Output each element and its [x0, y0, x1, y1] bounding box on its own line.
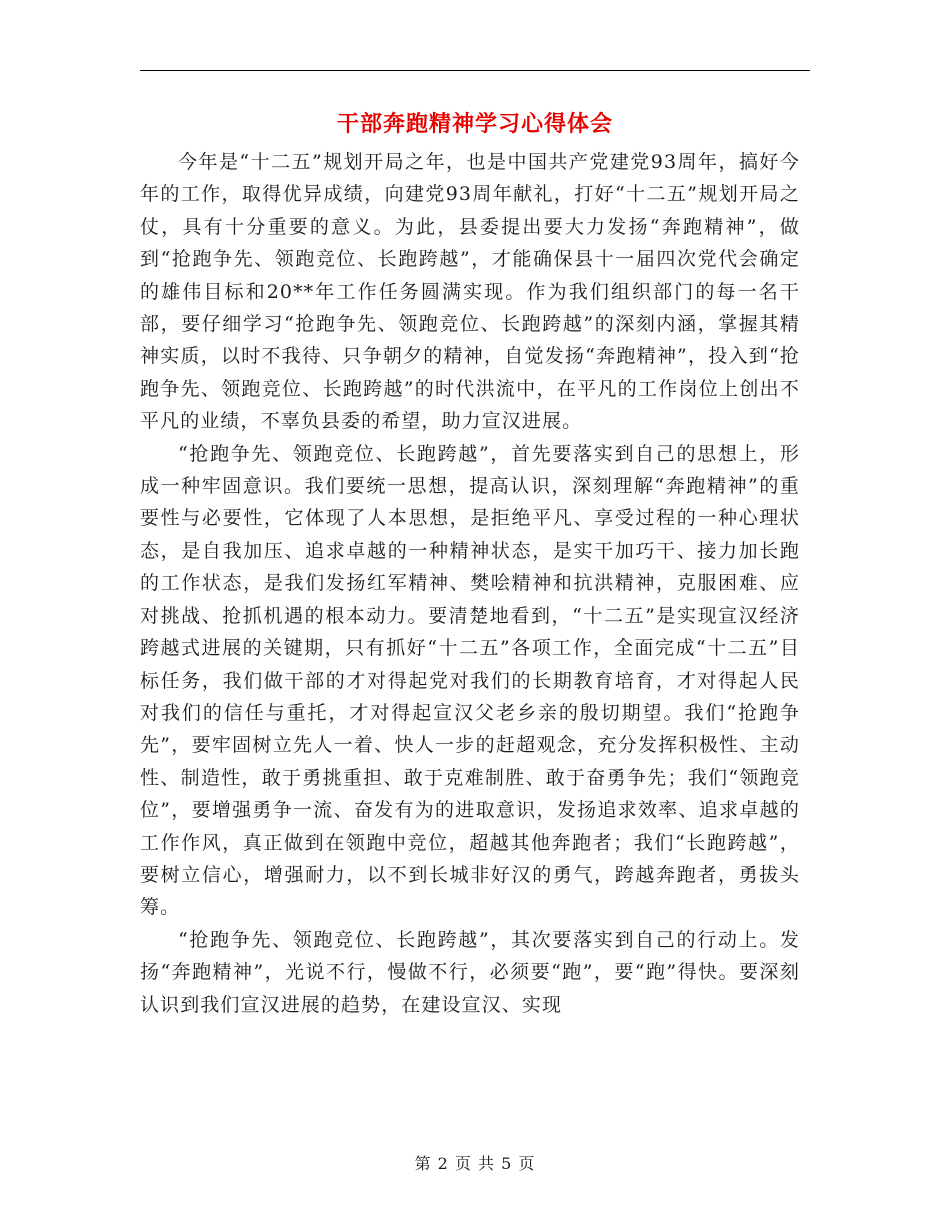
page-footer: [140, 1152, 810, 1176]
page-number-label: 第 2 页 共 5 页: [414, 1154, 536, 1173]
document-body: [140, 146, 800, 1021]
paragraph-3: “抢跑争先、领跑竞位、长跑跨越”，其次要落实到自己的行动上。发扬“奔跑精神”，光说不行，慢做不行，必须要“跑”，要“跑”得快。要深刻认识到我们宣汉进展的趋势，在建设宣汉、实现: [140, 928, 800, 1016]
document-title: 干部奔跑精神学习心得体会: [336, 111, 613, 137]
paragraph-2: “抢跑争先、领跑竞位、长跑跨越”，首先要落实到自己的思想上，形成一种牢固意识。我们要统一思想，提高认识，深刻理解“奔跑精神”的重要性与必要性，它体现了人本思想，是拒绝平凡、享受过程的一种心理状态，是自我加压、追求卓越的一种精神状态，是实干加巧干、接力加长跑的工作状态，是我们发扬红军精神、樊哙精神和抗洪精神，克服困难、应对挑战、抢抓机遇的根本动力。要清楚地看到，“十二五”是实现宣汉经济跨越式进展的关键期，只有抓好“十二五”各项工作，全面完成“十二五”目标任务，我们做干部的才对得起党对我们的长期教育培育，才对得起人民对我们的信任与重托，才对得起宣汉父老乡亲的殷切期望。我们“抢跑争先”，要牢固树立先人一着、快人一步的赶超观念，充分发挥积极性、主动性、制造性，敢于勇挑重担、敢于克难制胜、敢于奋勇争先；我们“领跑竞位”，要增强勇争一流、奋发有为的进取意识，发扬追求效率、追求卓越的工作作风，真正做到在领跑中竞位，超越其他奔跑者；我们“长跑跨越”，要树立信心，增强耐力，以不到长城非好汉的勇气，跨越奔跑者，勇拔头筹。: [140, 442, 800, 919]
paragraph-1: 今年是“十二五”规划开局之年，也是中国共产党建党93周年，搞好今年的工作，取得优异成绩，向建党93周年献礼，打好“十二五”规划开局之仗，具有十分重要的意义。为此，县委提出要大力发扬“奔跑精神”，做到“抢跑争先、领跑竞位、长跑跨越”，才能确保县十一届四次党代会确定的雄伟目标和20**年工作任务圆满实现。作为我们组织部门的每一名干部，要仔细学习“抢跑争先、领跑竞位、长跑跨越”的深刻内涵，掌握其精神实质，以时不我待、只争朝夕的精神，自觉发扬“奔跑精神”，投入到“抢跑争先、领跑竞位、长跑跨越”的时代洪流中，在平凡的工作岗位上创出不平凡的业绩，不辜负县委的希望，助力宣汉进展。: [140, 151, 800, 433]
header-rule: [140, 70, 810, 71]
